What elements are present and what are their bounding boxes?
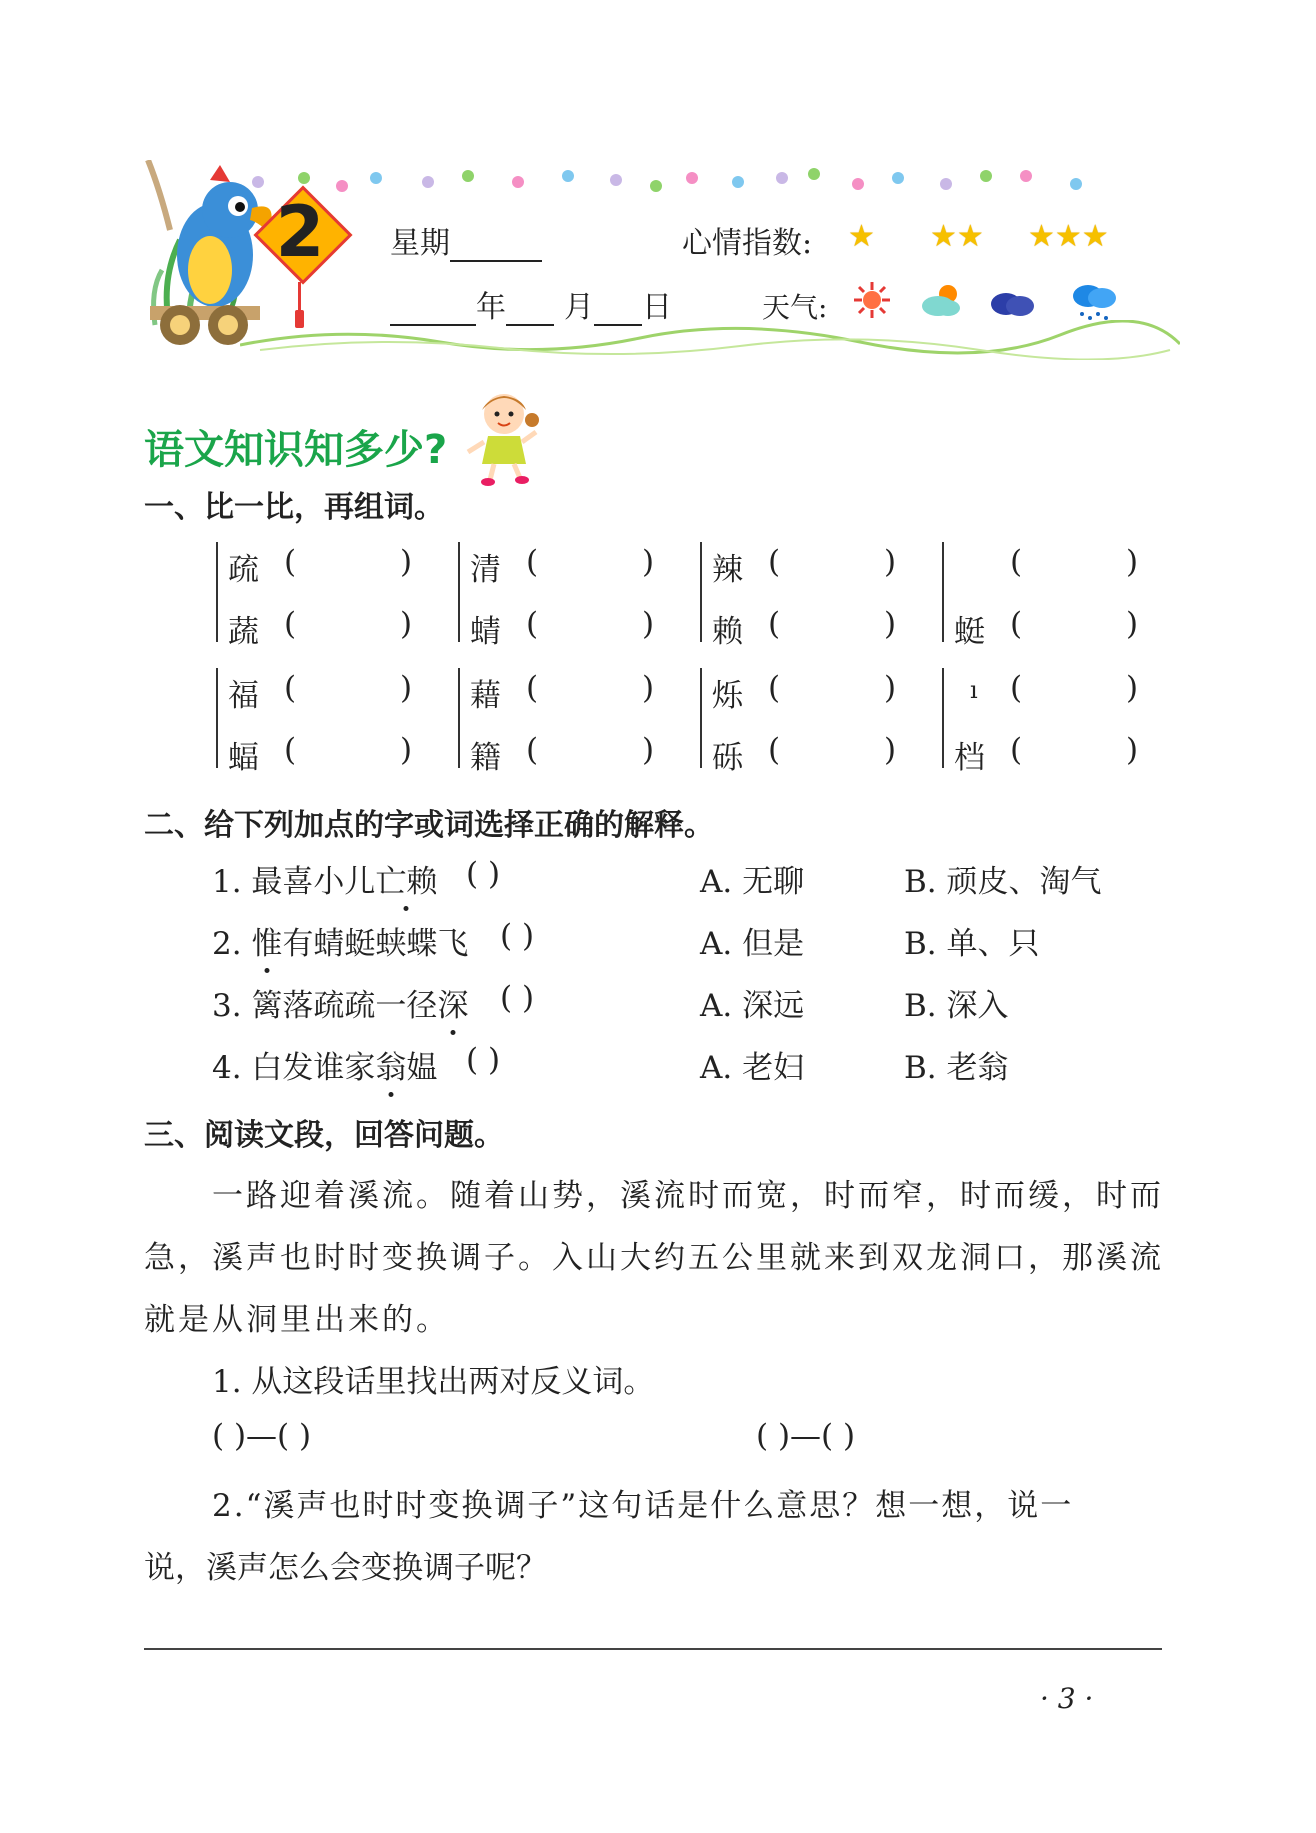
character: 蜓 — [954, 614, 985, 650]
antonym-blank-left[interactable]: ( )—( ) — [212, 1418, 312, 1454]
character: 蔬 — [228, 614, 259, 650]
option-a[interactable]: A. 但是 — [700, 926, 805, 962]
antonym-blank-right[interactable]: ( )—( ) — [756, 1418, 856, 1454]
option-a[interactable]: A. 无聊 — [700, 864, 805, 900]
day-label: 日 — [642, 290, 672, 325]
option-a[interactable]: A. 深远 — [700, 988, 805, 1024]
passage-line: 急，溪声也时时变换调子。入山大约五公里就来到双龙洞口，那溪流 — [144, 1240, 1164, 1276]
lesson-number: 2 — [275, 191, 325, 273]
mood-label: 心情指数: — [682, 226, 813, 261]
partly-cloudy-icon[interactable] — [918, 280, 966, 320]
word-pair: 藉 ( ) 籍 ( ) — [458, 664, 688, 774]
question-2-line1: 2.“溪声也时时变换调子”这句话是什么意思？想一想，说一 — [212, 1488, 1074, 1524]
word-pair: 辣 ( ) 赖 ( ) — [700, 538, 930, 648]
dotted-word: 惟 — [251, 918, 282, 963]
footer-rule — [144, 1648, 1162, 1650]
option-b[interactable]: B. 顽皮、淘气 — [904, 864, 1102, 900]
grass-line — [240, 320, 1180, 360]
character: 蜻 — [470, 614, 501, 650]
character: 烁 — [712, 678, 743, 714]
section2-heading: 二、给下列加点的字或词选择正确的解释。 — [144, 808, 714, 843]
page-number: · 3 · — [1040, 1682, 1094, 1715]
answer-paren[interactable]: ( ) — [500, 918, 535, 954]
year-blank[interactable] — [390, 296, 476, 326]
question-item: 3. 篱落疏疏一径深 — [212, 980, 468, 1025]
girl-illustration — [462, 386, 542, 486]
character: 赖 — [712, 614, 743, 650]
option-b[interactable]: B. 深入 — [904, 988, 1009, 1024]
passage-line: 一路迎着溪流。随着山势，溪流时而宽，时而窄，时而缓，时而 — [212, 1178, 1164, 1214]
word-pair: 烁 ( ) 砾 ( ) — [700, 664, 930, 774]
option-b[interactable]: B. 老翁 — [904, 1050, 1009, 1086]
question-2-line2: 说，溪声怎么会变换调子呢？ — [144, 1550, 547, 1586]
character: 疏 — [228, 552, 259, 588]
lesson-number-badge — [250, 182, 350, 282]
option-b[interactable]: B. 单、只 — [904, 926, 1040, 962]
question-1: 1. 从这段话里找出两对反义词。 — [212, 1364, 655, 1400]
cloudy-icon[interactable] — [988, 286, 1036, 320]
question-item: 4. 白发谁家翁媪 — [212, 1042, 437, 1087]
character: 蝠 — [228, 740, 259, 776]
dotted-word: 深 — [437, 980, 468, 1025]
page-title: 语文知识知多少? — [144, 427, 448, 473]
section3-heading: 三、阅读文段，回答问题。 — [144, 1118, 504, 1153]
two-stars-icon[interactable]: ★★ — [930, 219, 984, 254]
character: ı — [970, 676, 978, 704]
character: 籍 — [470, 740, 501, 776]
month-blank[interactable] — [506, 296, 554, 326]
one-star-icon[interactable]: ★ — [848, 219, 875, 254]
dotted-word: 翁 — [375, 1042, 406, 1087]
character: 辣 — [712, 552, 743, 588]
word-pair: ı ( ) 档 ( ) — [942, 664, 1172, 774]
option-a[interactable]: A. 老妇 — [700, 1050, 805, 1086]
word-pair: 福 ( ) 蝠 ( ) — [216, 664, 446, 774]
section1-heading: 一、比一比，再组词。 — [144, 490, 444, 525]
passage-line: 就是从洞里出来的。 — [144, 1302, 450, 1338]
character: 档 — [954, 740, 985, 776]
answer-paren[interactable]: ( ) — [466, 1042, 501, 1078]
three-stars-icon[interactable]: ★★★ — [1028, 219, 1109, 254]
dotted-word: 亡赖 — [375, 856, 437, 901]
word-pair: 疏 ( ) 蔬 ( ) — [216, 538, 446, 648]
word-pair: ( ) 蜓 ( ) — [942, 538, 1172, 648]
character: 福 — [228, 678, 259, 714]
weekday-field — [390, 218, 542, 262]
weekday-blank[interactable] — [450, 232, 542, 262]
character: 砾 — [712, 740, 743, 776]
weather-label: 天气: — [762, 291, 828, 324]
character: 清 — [470, 552, 501, 588]
weekday-label: 星期 — [390, 226, 450, 261]
answer-paren[interactable]: ( ) — [500, 980, 535, 1016]
diary-header — [140, 160, 1180, 370]
year-label: 年 — [476, 290, 506, 325]
sun-icon[interactable] — [852, 280, 892, 320]
rain-icon[interactable] — [1070, 280, 1118, 324]
date-field — [390, 282, 672, 326]
question-item: 1. 最喜小儿亡赖 — [212, 856, 437, 901]
word-pair: 清 ( ) 蜻 ( ) — [458, 538, 688, 648]
question-item: 2. 惟有蜻蜓蛱蝶飞 — [212, 918, 468, 963]
character: 藉 — [470, 678, 501, 714]
month-label: 月 — [564, 290, 594, 325]
answer-paren[interactable]: ( ) — [466, 856, 501, 892]
day-blank[interactable] — [594, 296, 642, 326]
